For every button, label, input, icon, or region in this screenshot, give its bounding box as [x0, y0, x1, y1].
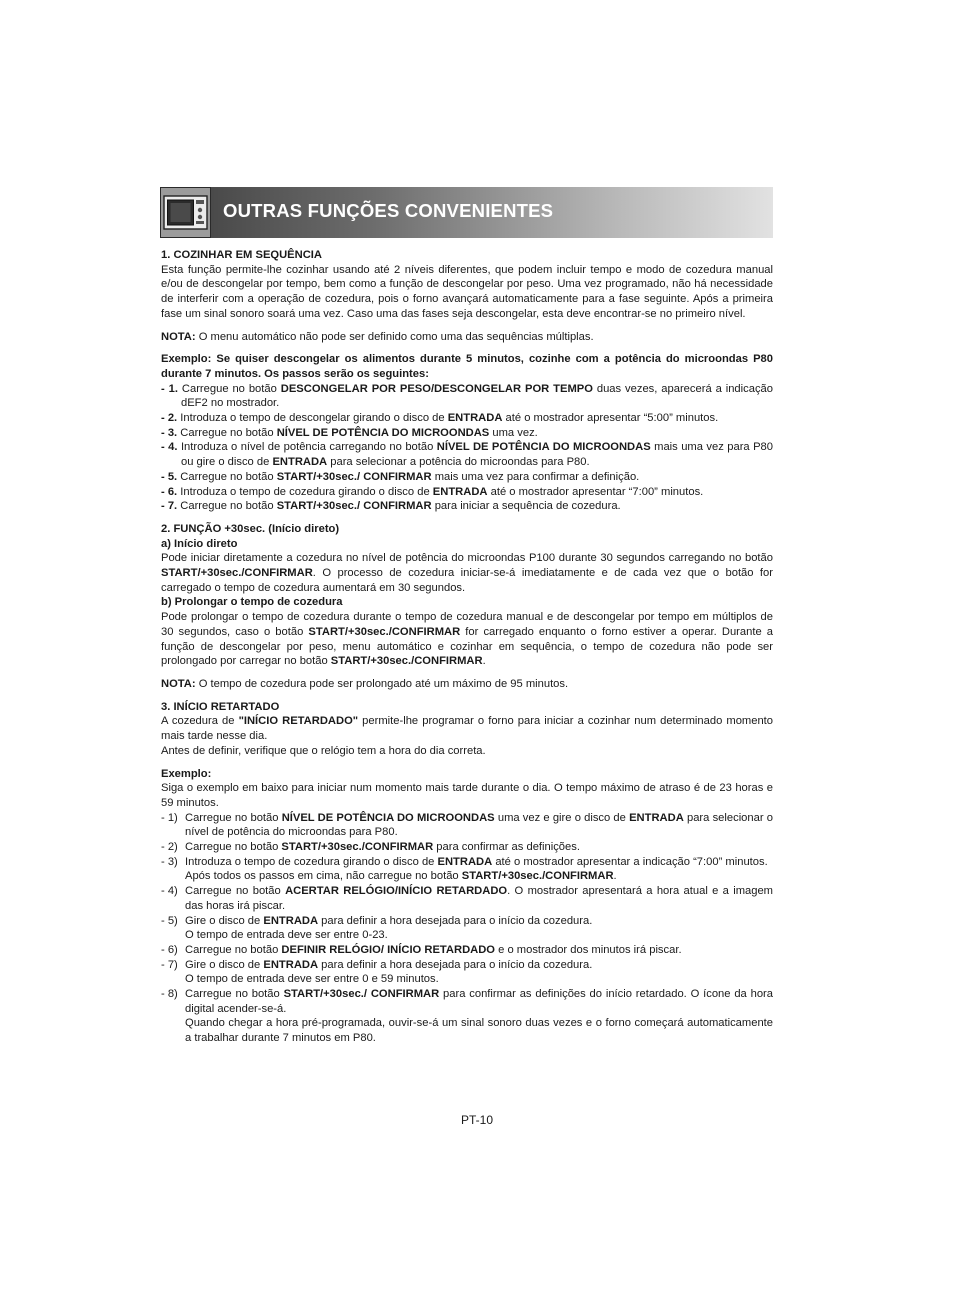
list-item: - 4) Carregue no botão ACERTAR RELÓGIO/INÍCIO RETARDADO. O mostrador apresentará a hora atual e a imagem das horas irá piscar. — [161, 885, 774, 912]
section-paragraph: Siga o exemplo em baixo para iniciar num momento mais tarde durante o dia. O tempo máximo de atraso é de 23 horas e 59 minutos. — [161, 782, 773, 809]
section-heading: 2. FUNÇÃO +30sec. (Início direto) — [161, 522, 340, 535]
list-item: - 5. Carregue no botão START/+30sec./ CONFIRMAR mais uma vez para confirmar a definição. — [161, 470, 640, 483]
list-item: - 6) Carregue no botão DEFINIR RELÓGIO/ INÍCIO RETARDADO e o mostrador dos minutos irá piscar. — [161, 943, 682, 956]
step-list — [161, 811, 773, 1046]
example-heading: Exemplo: — [161, 767, 212, 780]
list-item: - 8) Carregue no botão START/+30sec./ CONFIRMAR para confirmar as definições do início retardado. O ícone da hora digital acender-se-á. Quando chegar a hora pré-programada, ouvir-se-á um sinal sonoro duas vezes e o forno começará automaticamente a trabalhar durante 7 minutos em P80. — [161, 988, 773, 1045]
section-header-bar — [160, 187, 773, 238]
subsection-heading: a) Início direto — [161, 537, 238, 550]
section-paragraph: A cozedura de "INÍCIO RETARDADO" permite-lhe programar o forno para iniciar a cozinhar num determinado momento mais tarde nesse dia. — [161, 715, 774, 743]
list-item: - 4. Introduza o nível de potência carregando no botão NÍVEL DE POTÊNCIA DO MICROONDAS mais uma vez para P80 ou gire o disco de ENTRADA para selecionar a potência do microondas para P80. — [161, 441, 773, 469]
list-item: - 5) Gire o disco de ENTRADA para definir a hora desejada para o início da cozedura. O tempo de entrada deve ser entre 0-23. — [161, 914, 593, 942]
section-paragraph: Esta função permite-lhe cozinhar usando até 2 níveis diferentes, que podem incluir tempo e modo de cozedura manual e/ou de descongelar por tempo, bem como a função de descongelar por peso. Uma vez programado, não há necessidade de interferir com a operação de cozedura, pois o forno avançará automaticamente para a fase seguinte. Após a primeira fase um sinal sonoro soará uma vez. Caso uma das fases seja descongelar, esta deve encontrar-se no primeiro nível. — [161, 263, 773, 320]
section-heading: 3. INÍCIO RETARTADO — [161, 700, 280, 713]
page-title: OUTRAS FUNÇÕES CONVENIENTES — [223, 200, 554, 221]
list-item: - 7) Gire o disco de ENTRADA para definir a hora desejada para o início da cozedura. O tempo de entrada deve ser entre 0 e 59 minutos. — [161, 958, 593, 986]
note: NOTA: O menu automático não pode ser definido como uma das sequências múltiplas. — [161, 330, 594, 343]
list-item: - 2) Carregue no botão START/+30sec./CONFIRMAR para confirmar as definições. — [161, 841, 580, 854]
document-body — [161, 248, 773, 1046]
step-list — [161, 382, 773, 514]
list-item: - 2. Introduza o tempo de descongelar girando o disco de ENTRADA até o mostrador apresentar “5:00” minutos. — [161, 412, 719, 425]
section-heading: 1. COZINHAR EM SEQUÊNCIA — [161, 249, 322, 261]
subsection-heading: b) Prolongar o tempo de cozedura — [161, 596, 343, 609]
section-paragraph: Antes de definir, verifique que o relógio tem a hora do dia correta. — [161, 744, 486, 757]
example-heading: Exemplo: Se quiser descongelar os alimentos durante 5 minutos, cozinhe com a potência do microondas P80 durante 7 minutos. Os passos serão os seguintes: — [161, 353, 773, 380]
list-item: - 3) Introduza o tempo de cozedura girando o disco de ENTRADA até o mostrador apresentar a indicação “7:00” minutos. Após todos os passos em cima, não carregue no botão START/+30sec./CONFIRMAR. — [161, 855, 768, 883]
page-number: PT-10 — [460, 1113, 493, 1127]
list-item: - 1) Carregue no botão NÍVEL DE POTÊNCIA DO MICROONDAS uma vez e gire o disco de ENTRADA para selecionar o nível de potência do microondas para P80. — [161, 811, 773, 839]
list-item: - 7. Carregue no botão START/+30sec./ CONFIRMAR para iniciar a sequência de cozedura. — [161, 500, 621, 513]
note: NOTA: O tempo de cozedura pode ser prolongado até um máximo de 95 minutos. — [161, 677, 569, 690]
list-item: - 1. Carregue no botão DESCONGELAR POR PESO/DESCONGELAR POR TEMPO duas vezes, aparecerá a indicação dEF2 no mostrador. — [161, 382, 773, 410]
list-item: - 3. Carregue no botão NÍVEL DE POTÊNCIA DO MICROONDAS uma vez. — [161, 426, 538, 439]
microwave-icon — [160, 187, 211, 238]
list-item: - 6. Introduza o tempo de cozedura girando o disco de ENTRADA até o mostrador apresentar “7:00” minutos. — [161, 485, 704, 498]
section-paragraph: Pode iniciar diretamente a cozedura no nível de potência do microondas P100 durante 30 segundos carregando no botão START/+30sec./CONFIRMAR. O processo de cozedura iniciar-se-á imediatamente e de cada vez que o botão for carregado o tempo de cozedura aumentará em 30 segundos. — [161, 552, 773, 594]
section-paragraph: Pode prolongar o tempo de cozedura durante o tempo de cozedura manual e de descongelar por tempo em múltiplos de 30 segundos, caso o botão START/+30sec./CONFIRMAR for carregado enquanto o forno estiver a operar. Durante a função de descongelar por peso, menu automático e cozinhar em sequência, o tempo de cozedura não pode ser prolongado por carregar no botão START/+30sec./CONFIRMAR. — [161, 611, 773, 668]
